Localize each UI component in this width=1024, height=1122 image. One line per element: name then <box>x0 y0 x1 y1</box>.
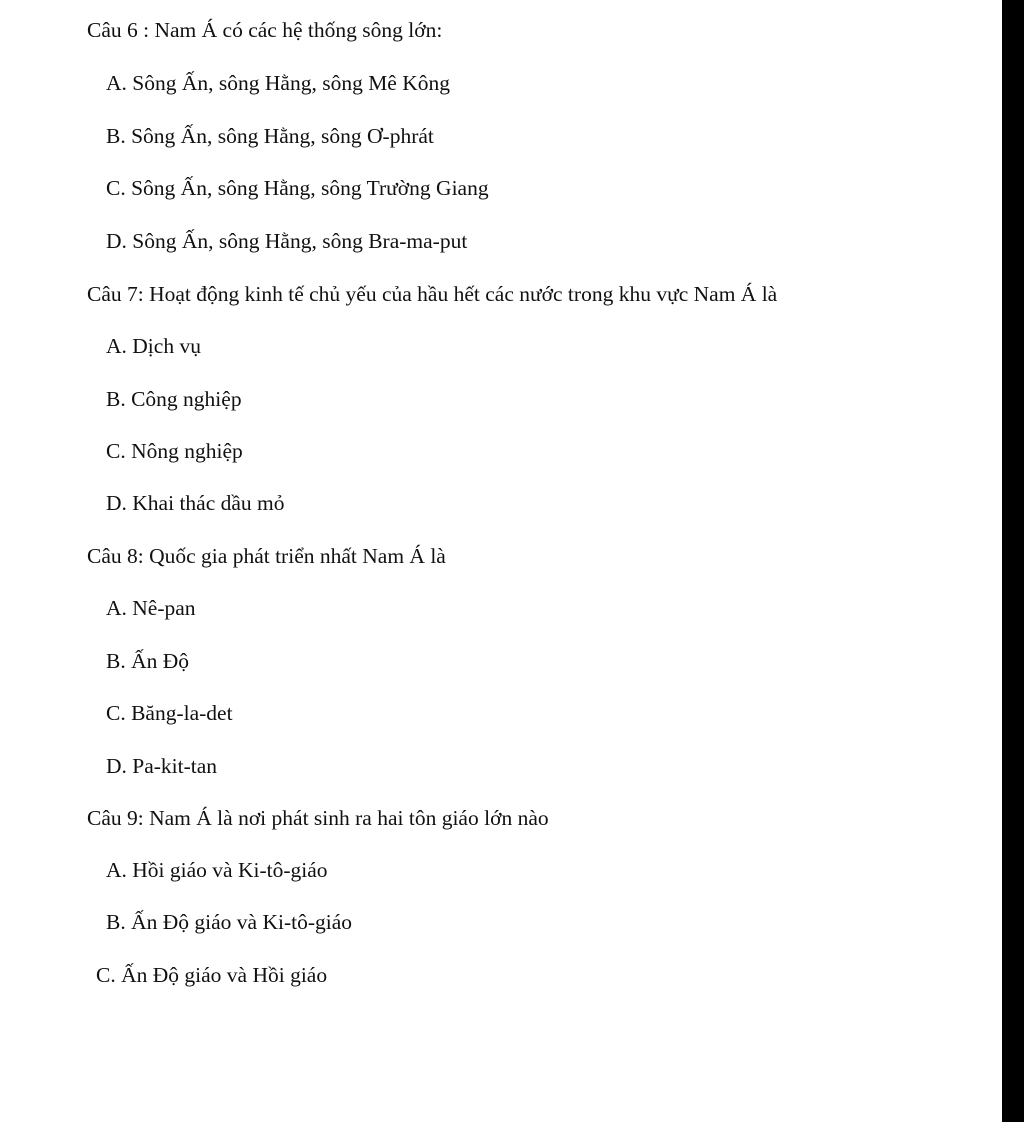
question-7-option-d: D. Khai thác dầu mỏ <box>106 491 285 515</box>
question-8-option-b: B. Ấn Độ <box>106 649 190 673</box>
question-7-text: Câu 7: Hoạt động kinh tế chủ yếu của hầu hết các nước trong khu vực Nam Á là <box>87 282 778 306</box>
question-6-text: Câu 6 : Nam Á có các hệ thống sông lớn: <box>87 18 443 42</box>
question-7-option-a: A. Dịch vụ <box>106 334 201 358</box>
question-7-option-c: C. Nông nghiệp <box>106 439 243 463</box>
question-9-text: Câu 9: Nam Á là nơi phát sinh ra hai tôn giáo lớn nào <box>87 806 549 830</box>
right-edge-bar <box>1002 0 1024 1122</box>
question-6-option-d: D. Sông Ấn, sông Hằng, sông Bra-ma-put <box>106 229 468 253</box>
question-7-option-b: B. Công nghiệp <box>106 387 242 411</box>
question-9-option-a: A. Hồi giáo và Ki-tô-giáo <box>106 858 328 882</box>
question-6-option-c: C. Sông Ấn, sông Hằng, sông Trường Giang <box>106 176 489 200</box>
question-8-option-a: A. Nê-pan <box>106 596 196 620</box>
question-9-option-c: C. Ấn Độ giáo và Hồi giáo <box>96 963 328 987</box>
question-8-option-c: C. Băng-la-det <box>106 701 233 725</box>
question-8-text: Câu 8: Quốc gia phát triển nhất Nam Á là <box>87 544 446 568</box>
question-9-option-b: B. Ấn Độ giáo và Ki-tô-giáo <box>106 910 353 934</box>
question-6-option-a: A. Sông Ấn, sông Hằng, sông Mê Kông <box>106 71 450 95</box>
question-6-option-b: B. Sông Ấn, sông Hằng, sông Ơ-phrát <box>106 124 434 148</box>
question-8-option-d: D. Pa-kit-tan <box>106 754 218 778</box>
